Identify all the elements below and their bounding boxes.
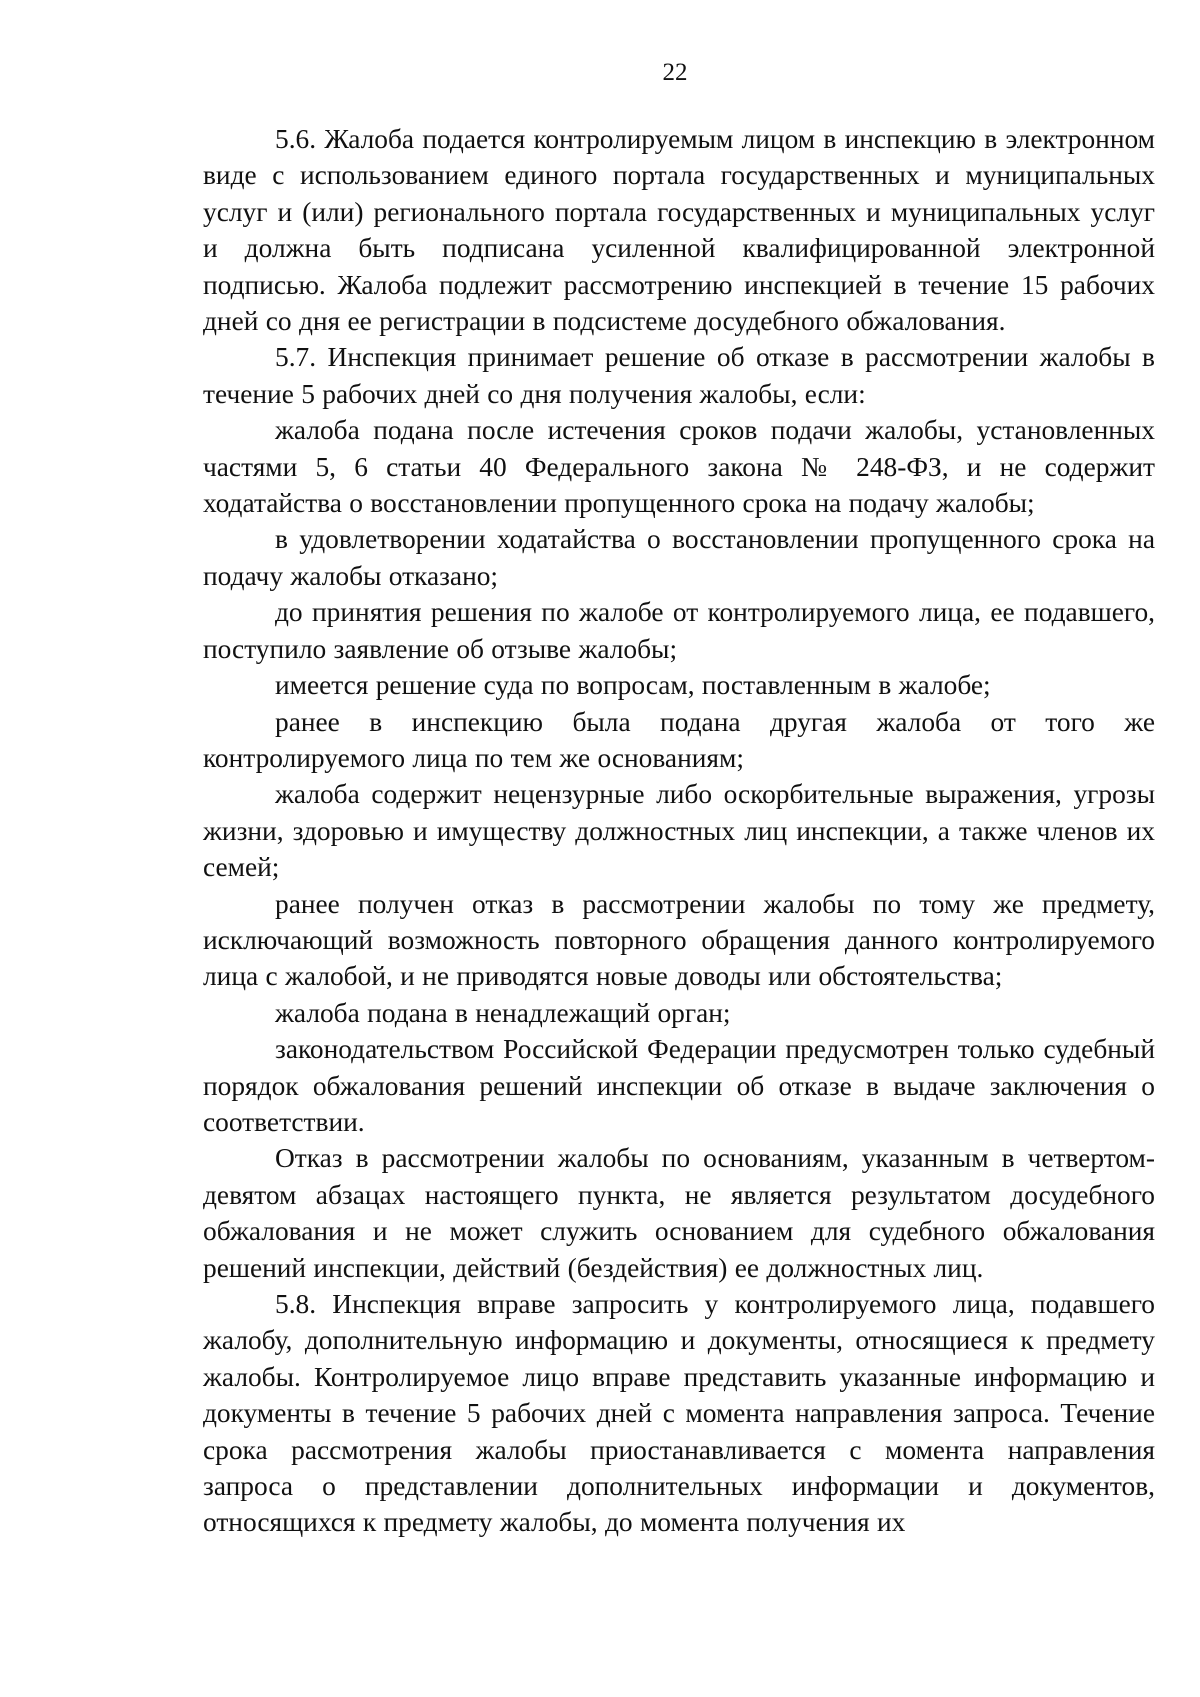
list-item-complaint-withdrawn: до принятия решения по жалобе от контролируемого лица, ее подавшего, поступило заявление об отзыве жалобы; bbox=[203, 597, 1155, 664]
list-item-previous-refusal: ранее получен отказ в рассмотрении жалобы по тому же предмету, исключающий возможность повторного обращения данного контролируемого лица с жалобой, и не приводятся новые доводы или обстоятельства; bbox=[203, 888, 1155, 992]
list-item-judicial-only: законодательством Российской Федерации предусмотрен только судебный порядок обжалования решений инспекции об отказе в выдаче заключения о соответствии. bbox=[203, 1034, 1155, 1137]
paragraph-5-6: 5.6. Жалоба подается контролируемым лицом в инспекцию в электронном виде с использованием единого портала государственных и муниципальных услуг и (или) регионального портала государственных и муниципальных услуг и должна быть подписана усиленной квалифицированной электронной подписью. Жалоба подлежит рассмотрению инспекцией в течение 15 рабочих дней со дня ее регистрации в подсистеме досудебного обжалования. bbox=[203, 124, 1155, 337]
list-item-court-decision: имеется решение суда по вопросам, поставленным в жалобе; bbox=[275, 670, 991, 701]
list-item-wrong-authority: жалоба подана в ненадлежащий орган; bbox=[275, 997, 731, 1028]
paragraph-5-7: 5.7. Инспекция принимает решение об отказе в рассмотрении жалобы в течение 5 рабочих дней со дня получения жалобы, если: bbox=[203, 342, 1155, 409]
list-item-offensive-language: жалоба содержит нецензурные либо оскорбительные выражения, угрозы жизни, здоровью и имуществу должностных лиц инспекции, а также членов их семей; bbox=[203, 779, 1155, 883]
document-body bbox=[203, 121, 1155, 1541]
list-item-duplicate-complaint: ранее в инспекцию была подана другая жалоба от того же контролируемого лица по тем же основаниям; bbox=[203, 706, 1155, 773]
paragraph-refusal-note: Отказ в рассмотрении жалобы по основаниям, указанным в четвертом-девятом абзацах настоящего пункта, не является результатом досудебного обжалования и не может служить основанием для судебного обжалования решений инспекции, действий (бездействия) ее должностных лиц. bbox=[203, 1143, 1155, 1283]
list-item-missed-deadline: жалоба подана после истечения сроков подачи жалобы, установленных частями 5, 6 статьи 40 Федерального закона № 248-ФЗ, и не содержит ходатайства о восстановлении пропущенного срока на подачу жалобы; bbox=[203, 415, 1155, 519]
page-number: 22 bbox=[662, 59, 688, 86]
list-item-petition-refused: в удовлетворении ходатайства о восстановлении пропущенного срока на подачу жалобы отказано; bbox=[203, 524, 1155, 591]
paragraph-5-8: 5.8. Инспекция вправе запросить у контролируемого лица, подавшего жалобу, дополнительную информацию и документы, относящиеся к предмету жалобы. Контролируемое лицо вправе представить указанные информацию и документы в течение 5 рабочих дней с момента направления запроса. Течение срока рассмотрения жалобы приостанавливается с момента направления запроса о представлении дополнительных информации и документов, относящихся к предмету жалобы, до момента получения их bbox=[203, 1289, 1155, 1538]
